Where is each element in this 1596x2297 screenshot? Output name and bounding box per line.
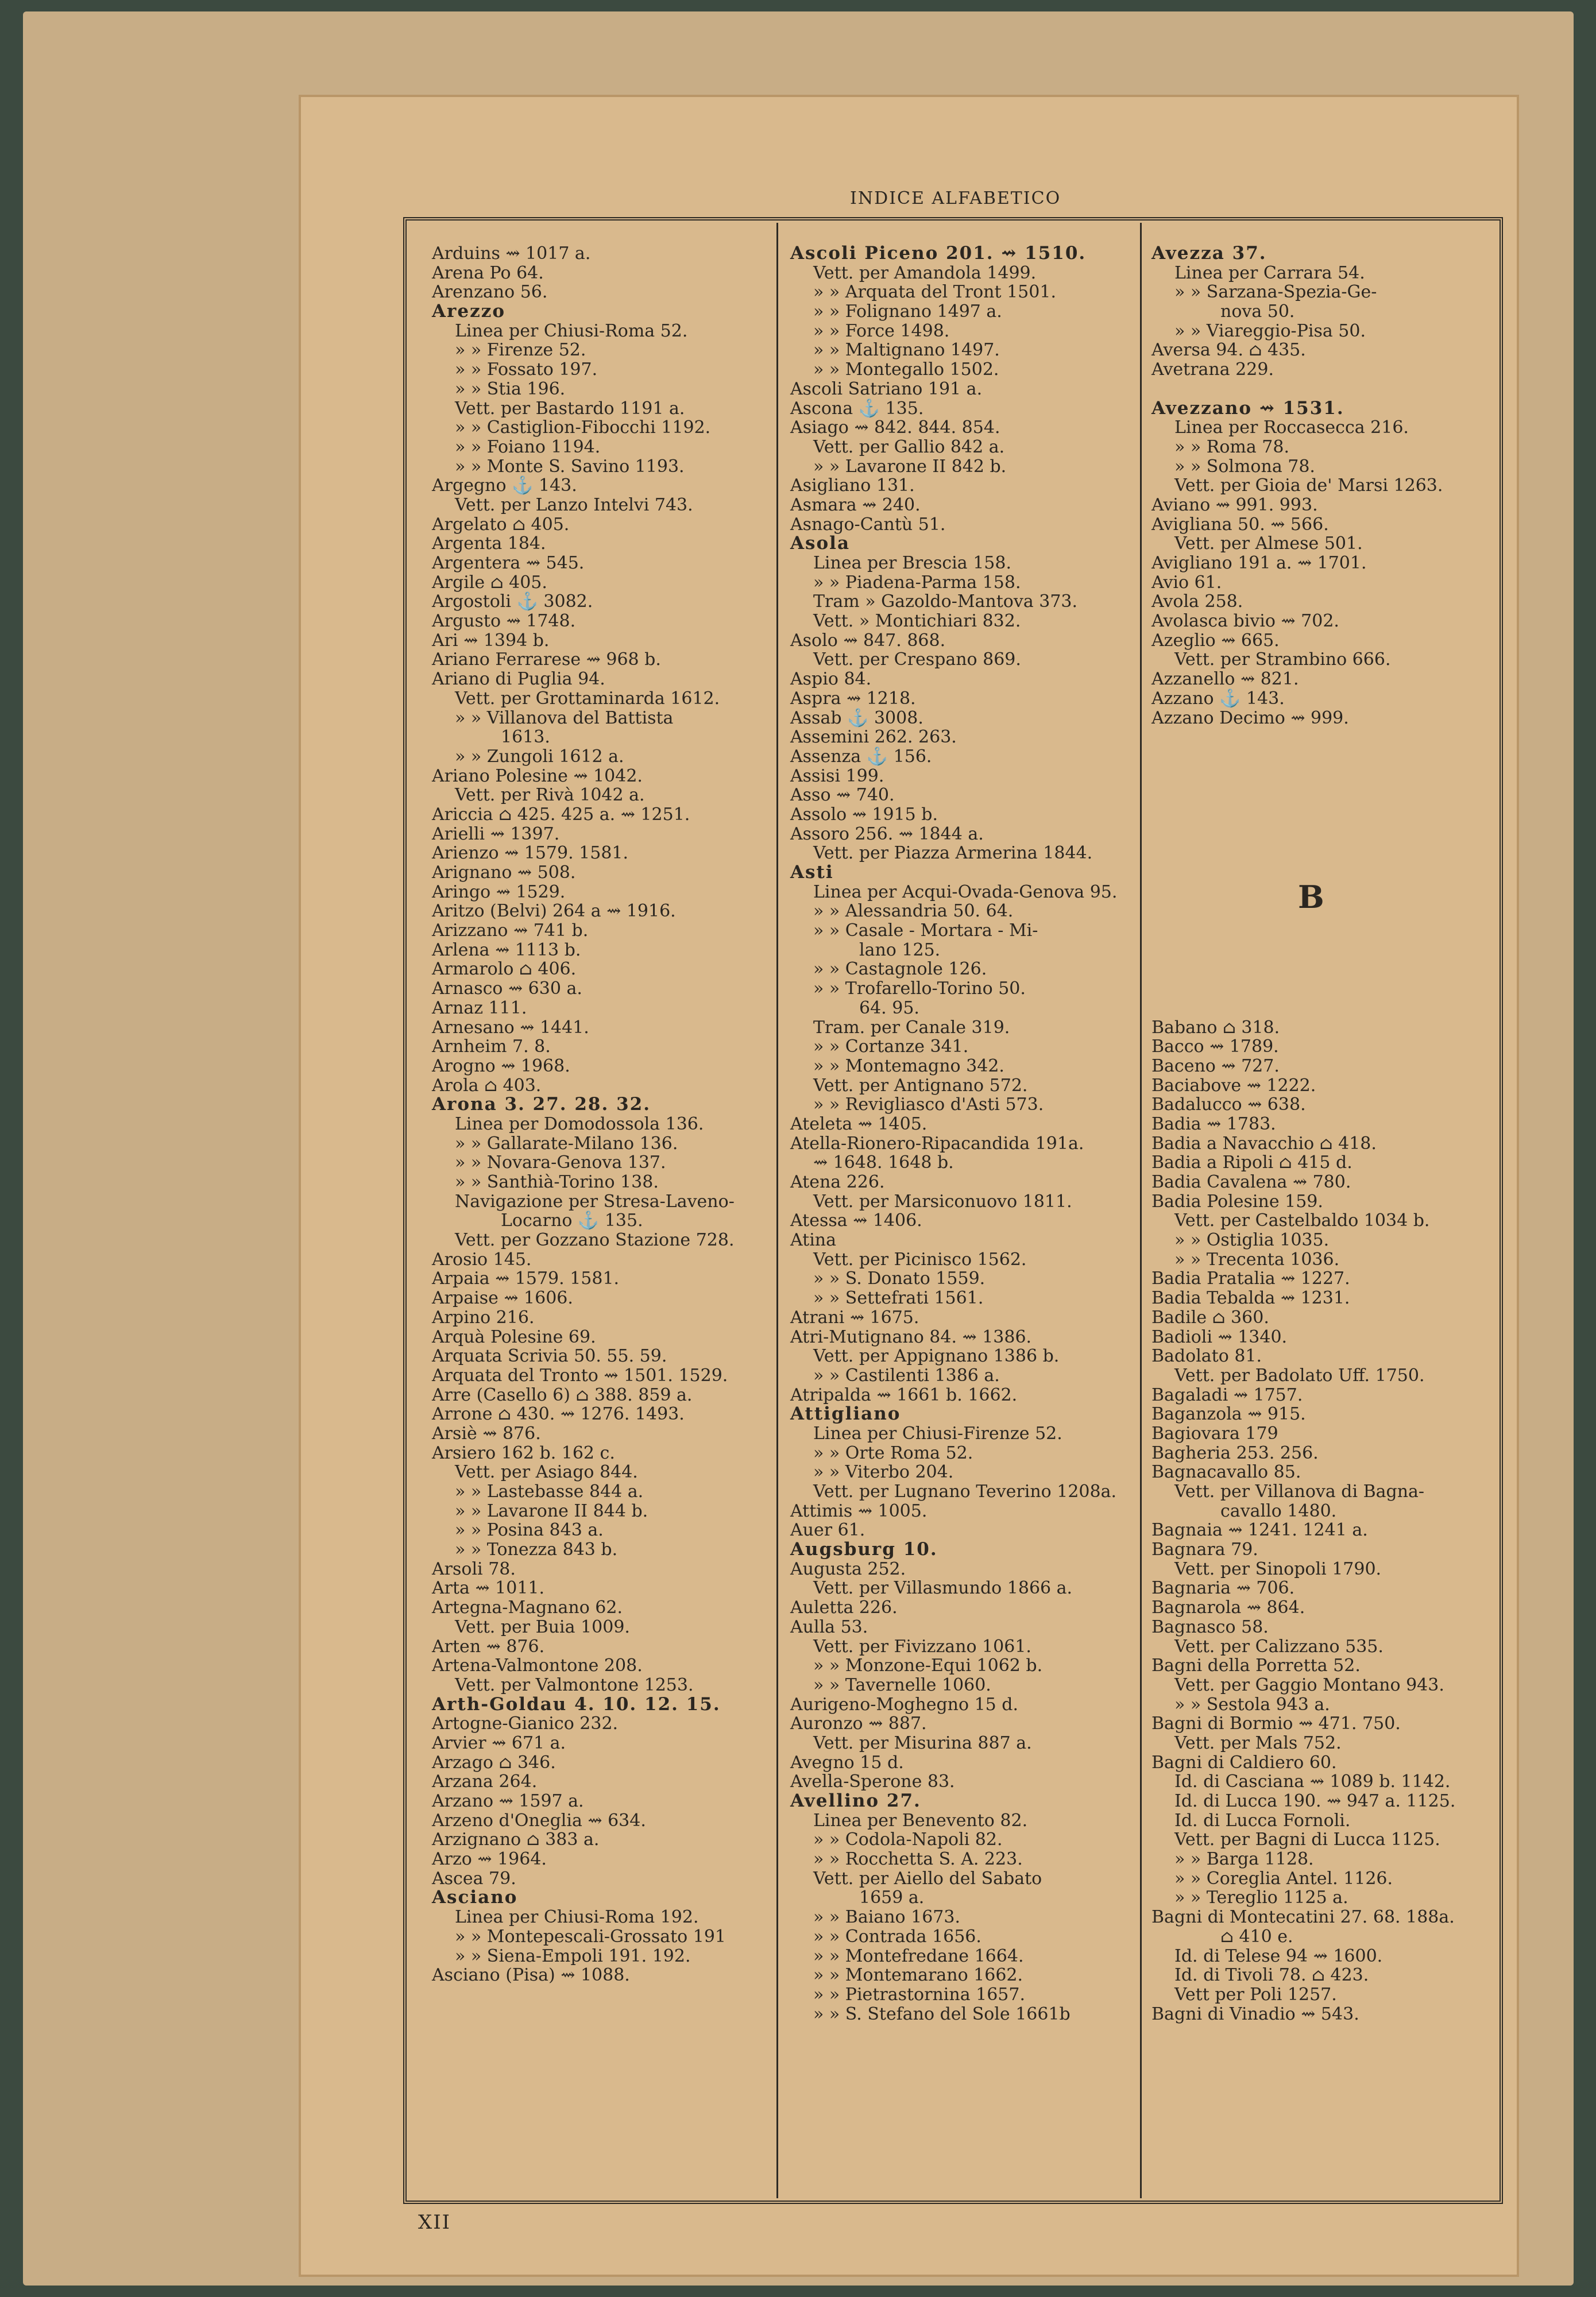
index-entry: Arizzano ⇝ 741 b.: [432, 921, 589, 941]
blank-line: [1151, 844, 1455, 863]
index-entry: Vett. per Strambino 666.: [1174, 649, 1391, 670]
index-entry: » » Settefrati 1561.: [813, 1288, 984, 1309]
index-entry: Ariano Polesine ⇝ 1042.: [432, 765, 643, 786]
index-entry: Assisi 199.: [790, 765, 884, 786]
index-entry: » » Stia 196.: [455, 378, 566, 399]
index-entry: Vett. per Crespano 869.: [813, 649, 1021, 670]
page-number: XII: [418, 2211, 451, 2234]
index-entry: Arquà Polesine 69.: [432, 1327, 596, 1347]
index-entry: Atrani ⇝ 1675.: [790, 1307, 919, 1328]
index-entry: » » Castagnole 126.: [813, 959, 987, 980]
index-entry: Argenta 184.: [432, 533, 546, 554]
index-entry: » » Barga 1128.: [1174, 1849, 1314, 1870]
index-entry: Linea per Acqui-Ovada-Genova 95.: [813, 881, 1118, 902]
index-entry: » » Villanova del Battista: [455, 707, 674, 728]
index-entry: Argusto ⇝ 1748.: [432, 611, 576, 632]
index-entry: Vett. per Buia 1009.: [455, 1617, 630, 1637]
index-entry: Arnesano ⇝ 1441.: [432, 1017, 589, 1038]
index-entry: Asmara ⇝ 240.: [790, 494, 921, 515]
index-entry: Argegno ⚓ 143.: [432, 475, 577, 496]
index-entry: » » Posina 843 a.: [455, 1520, 604, 1541]
index-entry: Argentera ⇝ 545.: [432, 553, 585, 573]
index-entry: Asolo ⇝ 847. 868.: [790, 630, 946, 651]
index-entry: » » Montefredane 1664.: [813, 1946, 1024, 1966]
index-column-2: [790, 244, 1117, 2024]
index-entry: Arta ⇝ 1011.: [432, 1578, 545, 1599]
index-heading: Arth-Goldau 4. 10. 12. 15.: [432, 1693, 721, 1715]
index-entry: Arzeno d'Oneglia ⇝ 634.: [432, 1810, 646, 1831]
index-entry: Ariano Ferrarese ⇝ 968 b.: [432, 649, 661, 670]
index-entry: 64. 95.: [859, 997, 919, 1018]
index-entry: Badia a Navacchio ⌂ 418.: [1151, 1133, 1377, 1154]
index-entry: Linea per Domodossola 136.: [455, 1113, 704, 1134]
index-entry: Atri-Mutignano 84. ⇝ 1386.: [790, 1327, 1032, 1347]
index-entry: Arzano ⇝ 1597 a.: [432, 1791, 584, 1811]
index-entry: Ariano di Puglia 94.: [432, 669, 605, 690]
index-entry: Bagiovara 179: [1151, 1423, 1278, 1444]
section-letter: B: [1298, 879, 1324, 915]
index-entry: Bagni della Porretta 52.: [1151, 1656, 1361, 1676]
index-entry: Bagni di Bormio ⇝ 471. 750.: [1151, 1714, 1401, 1734]
index-entry: Bagheria 253. 256.: [1151, 1443, 1319, 1463]
index-entry: Arola ⌂ 403.: [432, 1075, 542, 1096]
index-heading: Ascoli Piceno 201. ⇝ 1510.: [790, 243, 1087, 264]
index-entry: » » Cortanze 341.: [813, 1037, 969, 1057]
index-entry: Vett. per Grottaminarda 1612.: [455, 688, 720, 709]
index-entry: » » Zungoli 1612 a.: [455, 746, 624, 767]
index-entry: Argile ⌂ 405.: [432, 572, 547, 593]
index-entry: Avegno 15 d.: [790, 1752, 904, 1773]
index-entry: Vett. per Amandola 1499.: [813, 262, 1037, 283]
index-entry: Arpaise ⇝ 1606.: [432, 1288, 573, 1309]
index-entry: Arpino 216.: [432, 1307, 535, 1328]
index-entry: Arzago ⌂ 346.: [432, 1752, 556, 1773]
index-entry: Bagnarola ⇝ 864.: [1151, 1598, 1305, 1618]
index-entry: Aulla 53.: [790, 1617, 868, 1637]
index-entry: Bagni di Vinadio ⇝ 543.: [1151, 2004, 1359, 2024]
index-entry: Vett. per Gioia de' Marsi 1263.: [1174, 475, 1443, 496]
index-entry: Vett. per Appignano 1386 b.: [813, 1346, 1060, 1367]
index-column-1: [432, 244, 735, 1985]
index-entry: Artogne-Gianico 232.: [432, 1714, 619, 1734]
blank-line: [1151, 747, 1455, 767]
index-entry: Asnago-Cantù 51.: [790, 514, 946, 535]
index-entry: Vett. per Bagni di Lucca 1125.: [1174, 1830, 1440, 1850]
index-entry: » » S. Donato 1559.: [813, 1269, 986, 1289]
index-entry: » » Roma 78.: [1174, 436, 1290, 457]
index-entry: Ateleta ⇝ 1405.: [790, 1113, 928, 1134]
index-entry: Linea per Brescia 158.: [813, 553, 1011, 573]
index-entry: » » Tavernelle 1060.: [813, 1675, 991, 1695]
index-entry: Badia Pratalia ⇝ 1227.: [1151, 1269, 1350, 1289]
index-entry: » » Solmona 78.: [1174, 456, 1315, 477]
index-entry: » » Firenze 52.: [455, 340, 586, 361]
index-entry: nova 50.: [1220, 301, 1295, 322]
index-entry: Azzano ⚓ 143.: [1151, 688, 1285, 709]
index-heading: Attigliano: [790, 1403, 901, 1425]
index-entry: Id. di Telese 94 ⇝ 1600.: [1174, 1946, 1383, 1966]
index-entry: Arignano ⇝ 508.: [432, 863, 576, 883]
blank-line: [1151, 786, 1455, 805]
index-entry: » » Piadena-Parma 158.: [813, 572, 1021, 593]
index-entry: Arnasco ⇝ 630 a.: [432, 979, 582, 999]
blank-line: [1151, 999, 1455, 1018]
index-entry: » » Casale - Mortara - Mi-: [813, 921, 1038, 941]
index-entry: Aviano ⇝ 991. 993.: [1151, 494, 1318, 515]
page-header: INDICE ALFABETICO: [850, 188, 1061, 208]
index-entry: Bagnasco 58.: [1151, 1617, 1269, 1637]
index-entry: Vett. per Sinopoli 1790.: [1174, 1559, 1382, 1579]
index-entry: Assoro 256. ⇝ 1844 a.: [790, 823, 984, 844]
index-entry: Argostoli ⚓ 3082.: [432, 591, 593, 612]
index-entry: Avigliana 50. ⇝ 566.: [1151, 514, 1329, 535]
index-entry: » » Lavarone II 844 b.: [455, 1501, 648, 1521]
index-entry: Bagnaia ⇝ 1241. 1241 a.: [1151, 1520, 1368, 1541]
index-entry: » » Viterbo 204.: [813, 1462, 954, 1483]
index-entry: » » Montepescali-Grossato 191: [455, 1926, 726, 1947]
index-entry: » » Montemarano 1662.: [813, 1965, 1023, 1986]
index-entry: Artegna-Magnano 62.: [432, 1598, 623, 1618]
index-entry: Arena Po 64.: [432, 262, 544, 283]
index-entry: Vett. » Montichiari 832.: [813, 611, 1021, 632]
index-column-3: [1151, 244, 1455, 2024]
column-divider: [776, 223, 778, 2198]
index-entry: Vett. per Gozzano Stazione 728.: [455, 1230, 735, 1251]
index-entry: Ari ⇝ 1394 b.: [432, 630, 550, 651]
index-heading: Avezzano ⇝ 1531.: [1151, 397, 1344, 419]
blank-line: [1151, 380, 1455, 399]
index-entry: » » Novara-Genova 137.: [455, 1153, 666, 1173]
index-entry: Vett. per Asiago 844.: [455, 1462, 638, 1483]
index-entry: Aritzo (Belvi) 264 a ⇝ 1916.: [432, 901, 676, 922]
index-entry: Arpaia ⇝ 1579. 1581.: [432, 1269, 620, 1289]
index-entry: » » Coreglia Antel. 1126.: [1174, 1868, 1393, 1889]
index-entry: Tram » Gazoldo-Mantova 373.: [813, 591, 1078, 612]
blank-line: [1151, 960, 1455, 979]
index-entry: Vett. per Fivizzano 1061.: [813, 1636, 1031, 1657]
index-entry: Avella-Sperone 83.: [790, 1772, 955, 1792]
index-entry: Arre (Casello 6) ⌂ 388. 859 a.: [432, 1385, 693, 1405]
index-entry: Vett. per Gallio 842 a.: [813, 436, 1005, 457]
index-entry: Arogno ⇝ 1968.: [432, 1055, 570, 1076]
index-entry: Id. di Casciana ⇝ 1089 b. 1142.: [1174, 1772, 1451, 1792]
index-entry: Vett. per Misurina 887 a.: [813, 1733, 1032, 1753]
index-heading: Asciano: [432, 1887, 518, 1908]
index-entry: Locarno ⚓ 135.: [501, 1211, 643, 1231]
index-entry: Ariccia ⌂ 425. 425 a. ⇝ 1251.: [432, 804, 690, 825]
index-entry: » » Folignano 1497 a.: [813, 301, 1002, 322]
index-entry: Arielli ⇝ 1397.: [432, 823, 560, 844]
index-entry: » » Montemagno 342.: [813, 1055, 1004, 1076]
index-entry: Bagnaria ⇝ 706.: [1151, 1578, 1295, 1599]
index-entry: » » Castiglion-Fibocchi 1192.: [455, 417, 711, 438]
index-entry: Bagni di Montecatini 27. 68. 188a.: [1151, 1907, 1455, 1928]
index-entry: Asiago ⇝ 842. 844. 854.: [790, 417, 1000, 438]
index-entry: Vett. per Aiello del Sabato: [813, 1868, 1042, 1889]
index-entry: » » Force 1498.: [813, 320, 950, 341]
index-entry: Assenza ⚓ 156.: [790, 746, 932, 767]
index-entry: Arosio 145.: [432, 1249, 532, 1270]
index-entry: Arienzo ⇝ 1579. 1581.: [432, 843, 629, 864]
index-entry: Arsoli 78.: [432, 1559, 516, 1579]
index-entry: » » Orte Roma 52.: [813, 1443, 973, 1463]
index-entry: Arnaz 111.: [432, 997, 527, 1018]
index-entry: Badolato 81.: [1151, 1346, 1262, 1367]
index-entry: Baciabove ⇝ 1222.: [1151, 1075, 1316, 1096]
index-entry: Vett. per Lugnano Teverino 1208a.: [813, 1482, 1117, 1502]
index-entry: » » Montegallo 1502.: [813, 359, 999, 380]
index-entry: » » Alessandria 50. 64.: [813, 901, 1014, 922]
index-entry: Avio 61.: [1151, 572, 1222, 593]
index-entry: Arsiero 162 b. 162 c.: [432, 1443, 615, 1463]
index-entry: 1613.: [501, 727, 550, 748]
index-entry: Ascea 79.: [432, 1868, 516, 1889]
index-entry: Assemini 262. 263.: [790, 727, 957, 748]
column-divider: [1140, 223, 1142, 2198]
index-entry: » » Siena-Empoli 191. 192.: [455, 1946, 691, 1966]
index-entry: » » Trofarello-Torino 50.: [813, 979, 1026, 999]
index-entry: Arenzano 56.: [432, 282, 548, 303]
index-entry: » » Fossato 197.: [455, 359, 598, 380]
index-entry: » » Foiano 1194.: [455, 436, 601, 457]
index-entry: Babano ⌂ 318.: [1151, 1017, 1280, 1038]
index-entry: Artena-Valmontone 208.: [432, 1656, 643, 1676]
index-entry: » » Contrada 1656.: [813, 1926, 981, 1947]
index-entry: Vett. per Rivà 1042 a.: [455, 785, 645, 806]
index-heading: Asti: [790, 862, 834, 883]
index-entry: Argelato ⌂ 405.: [432, 514, 570, 535]
index-entry: Vett. per Valmontone 1253.: [455, 1675, 694, 1695]
index-entry: Ascona ⚓ 135.: [790, 398, 924, 419]
index-entry: Atena 226.: [790, 1172, 885, 1192]
index-entry: Ascoli Satriano 191 a.: [790, 378, 983, 399]
index-entry: Badia ⇝ 1783.: [1151, 1113, 1276, 1134]
index-entry: Tram. per Canale 319.: [813, 1017, 1010, 1038]
index-heading: Augsburg 10.: [790, 1539, 938, 1560]
index-entry: Aspio 84.: [790, 669, 872, 690]
index-entry: Atella-Rionero-Ripacandida 191a.: [790, 1133, 1084, 1154]
index-entry: » » Santhià-Torino 138.: [455, 1172, 659, 1192]
index-entry: » » Sarzana-Spezia-Ge-: [1174, 282, 1377, 303]
index-entry: Arsiè ⇝ 876.: [432, 1423, 541, 1444]
index-entry: Azzanello ⇝ 821.: [1151, 669, 1299, 690]
index-entry: Attimis ⇝ 1005.: [790, 1501, 928, 1521]
index-entry: Asciano (Pisa) ⇝ 1088.: [432, 1965, 630, 1986]
index-entry: Vett. per Villanova di Bagna-: [1174, 1482, 1425, 1502]
index-entry: Arten ⇝ 876.: [432, 1636, 545, 1657]
index-entry: Badioli ⇝ 1340.: [1151, 1327, 1288, 1347]
index-entry: » » Monzone-Equi 1062 b.: [813, 1656, 1043, 1676]
index-entry: Arrone ⌂ 430. ⇝ 1276. 1493.: [432, 1404, 685, 1425]
index-entry: Vett. per Bastardo 1191 a.: [455, 398, 685, 419]
index-entry: » » Baiano 1673.: [813, 1907, 960, 1928]
index-entry: » » Trecenta 1036.: [1174, 1249, 1340, 1270]
index-entry: Linea per Chiusi-Firenze 52.: [813, 1423, 1062, 1444]
index-entry: » » Maltignano 1497.: [813, 340, 1000, 361]
index-entry: » » Codola-Napoli 82.: [813, 1830, 1003, 1850]
index-entry: » » S. Stefano del Sole 1661b: [813, 2004, 1071, 2024]
index-entry: Assolo ⇝ 1915 b.: [790, 804, 938, 825]
index-entry: Linea per Chiusi-Roma 52.: [455, 320, 688, 341]
index-entry: Badia Cavalena ⇝ 780.: [1151, 1172, 1351, 1192]
index-entry: Augusta 252.: [790, 1559, 906, 1579]
index-entry: » » Revigliasco d'Asti 573.: [813, 1095, 1044, 1115]
index-entry: » » Lavarone II 842 b.: [813, 456, 1007, 477]
index-entry: Vett. per Castelbaldo 1034 b.: [1174, 1211, 1430, 1231]
blank-line: [1151, 767, 1455, 786]
index-entry: Vett. per Almese 501.: [1174, 533, 1363, 554]
index-entry: » » Gallarate-Milano 136.: [455, 1133, 678, 1154]
index-entry: Aversa 94. ⌂ 435.: [1151, 340, 1306, 361]
index-entry: Arnheim 7. 8.: [432, 1037, 551, 1057]
index-entry: » » Arquata del Tront 1501.: [813, 282, 1056, 303]
index-entry: Arzignano ⌂ 383 a.: [432, 1830, 600, 1850]
index-entry: Arlena ⇝ 1113 b.: [432, 939, 581, 960]
index-entry: cavallo 1480.: [1220, 1501, 1337, 1521]
index-entry: Arquata Scrivia 50. 55. 59.: [432, 1346, 667, 1367]
index-entry: Linea per Carrara 54.: [1174, 262, 1365, 283]
index-entry: Auronzo ⇝ 887.: [790, 1714, 927, 1734]
index-entry: Navigazione per Stresa-Laveno-: [455, 1191, 735, 1212]
index-entry: Vett. per Badolato Uff. 1750.: [1174, 1365, 1425, 1386]
index-entry: ⇝ 1648. 1648 b.: [813, 1153, 954, 1173]
index-entry: Badia Tebalda ⇝ 1231.: [1151, 1288, 1350, 1309]
index-entry: Vett. per Picinisco 1562.: [813, 1249, 1027, 1270]
index-entry: 1659 a.: [859, 1888, 925, 1908]
index-entry: Bacco ⇝ 1789.: [1151, 1037, 1279, 1057]
index-entry: Atessa ⇝ 1406.: [790, 1211, 922, 1231]
index-entry: Aringo ⇝ 1529.: [432, 881, 566, 902]
index-entry: » » Tereglio 1125 a.: [1174, 1888, 1348, 1908]
index-entry: Azeglio ⇝ 665.: [1151, 630, 1280, 651]
index-entry: » » Monte S. Savino 1193.: [455, 456, 685, 477]
index-entry: » » Rocchetta S. A. 223.: [813, 1849, 1023, 1870]
index-heading: Arezzo: [432, 301, 505, 322]
index-entry: Vett. per Mals 752.: [1174, 1733, 1342, 1753]
index-entry: » » Lastebasse 844 a.: [455, 1482, 644, 1502]
index-entry: Assab ⚓ 3008.: [790, 707, 923, 728]
index-entry: Bagni di Caldiero 60.: [1151, 1752, 1337, 1773]
index-entry: Aspra ⇝ 1218.: [790, 688, 916, 709]
index-entry: Baceno ⇝ 727.: [1151, 1055, 1280, 1076]
index-entry: Avolasca bivio ⇝ 702.: [1151, 611, 1339, 632]
index-heading: Arona 3. 27. 28. 32.: [432, 1094, 651, 1115]
index-heading: Asola: [790, 533, 851, 554]
index-entry: Vett. per Lanzo Intelvi 743.: [455, 494, 693, 515]
blank-line: [1151, 979, 1455, 999]
index-entry: » » Tonezza 843 b.: [455, 1540, 618, 1560]
index-entry: Badia a Ripoli ⌂ 415 d.: [1151, 1153, 1352, 1173]
index-entry: Id. di Lucca 190. ⇝ 947 a. 1125.: [1174, 1791, 1456, 1811]
index-heading: Avezza 37.: [1151, 243, 1267, 264]
index-entry: Bagnara 79.: [1151, 1540, 1258, 1560]
index-entry: Asso ⇝ 740.: [790, 785, 895, 806]
index-entry: Auer 61.: [790, 1520, 865, 1541]
index-entry: Linea per Roccasecca 216.: [1174, 417, 1409, 438]
index-entry: Arzana 264.: [432, 1772, 538, 1792]
index-entry: Auletta 226.: [790, 1598, 898, 1618]
blank-line: [1151, 921, 1455, 941]
index-entry: » » Castilenti 1386 a.: [813, 1365, 1000, 1386]
blank-line: [1151, 805, 1455, 825]
index-entry: » » Sestola 943 a.: [1174, 1694, 1330, 1715]
index-entry: Badia Polesine 159.: [1151, 1191, 1323, 1212]
index-entry: Arvier ⇝ 671 a.: [432, 1733, 566, 1753]
index-heading: Avellino 27.: [790, 1791, 921, 1811]
index-entry: Avigliano 191 a. ⇝ 1701.: [1151, 553, 1367, 573]
index-entry: Arzo ⇝ 1964.: [432, 1849, 547, 1870]
index-entry: Atripalda ⇝ 1661 b. 1662.: [790, 1385, 1018, 1405]
index-entry: Atina: [790, 1230, 836, 1251]
index-entry: Vett. per Gaggio Montano 943.: [1174, 1675, 1444, 1695]
index-entry: Badile ⌂ 360.: [1151, 1307, 1269, 1328]
index-entry: Id. di Tivoli 78. ⌂ 423.: [1174, 1965, 1369, 1986]
blank-line: [1151, 825, 1455, 844]
index-entry: Bagaladi ⇝ 1757.: [1151, 1385, 1303, 1405]
index-entry: Vett. per Villasmundo 1866 a.: [813, 1578, 1073, 1599]
index-entry: » » Viareggio-Pisa 50.: [1174, 320, 1366, 341]
index-entry: » » Ostiglia 1035.: [1174, 1230, 1330, 1251]
index-entry: Vett. per Calizzano 535.: [1174, 1636, 1384, 1657]
index-entry: Vett. per Piazza Armerina 1844.: [813, 843, 1093, 864]
index-entry: ⌂ 410 e.: [1220, 1926, 1293, 1947]
index-entry: lano 125.: [859, 939, 941, 960]
index-entry: Id. di Lucca Fornoli.: [1174, 1810, 1351, 1831]
index-entry: Aurigeno-Moghegno 15 d.: [790, 1694, 1019, 1715]
index-entry: Vett. per Marsiconuovo 1811.: [813, 1191, 1072, 1212]
index-entry: Vett per Poli 1257.: [1174, 1984, 1337, 2005]
index-entry: Arquata del Tronto ⇝ 1501. 1529.: [432, 1365, 728, 1386]
index-entry: Armarolo ⌂ 406.: [432, 959, 577, 980]
index-entry: Asigliano 131.: [790, 475, 915, 496]
index-entry: Vett. per Antignano 572.: [813, 1075, 1028, 1096]
index-entry: Arduins ⇝ 1017 a.: [432, 243, 591, 264]
blank-line: [1151, 941, 1455, 960]
index-entry: Linea per Chiusi-Roma 192.: [455, 1907, 699, 1928]
index-entry: Avola 258.: [1151, 591, 1243, 612]
blank-line: [1151, 728, 1455, 747]
index-entry: Baganzola ⇝ 915.: [1151, 1404, 1306, 1425]
index-entry: Avetrana 229.: [1151, 359, 1274, 380]
index-entry: » » Pietrastornina 1657.: [813, 1984, 1025, 2005]
index-entry: Linea per Benevento 82.: [813, 1810, 1028, 1831]
index-entry: Badalucco ⇝ 638.: [1151, 1095, 1306, 1115]
index-entry: Bagnacavallo 85.: [1151, 1462, 1301, 1483]
index-entry: Azzano Decimo ⇝ 999.: [1151, 707, 1349, 728]
